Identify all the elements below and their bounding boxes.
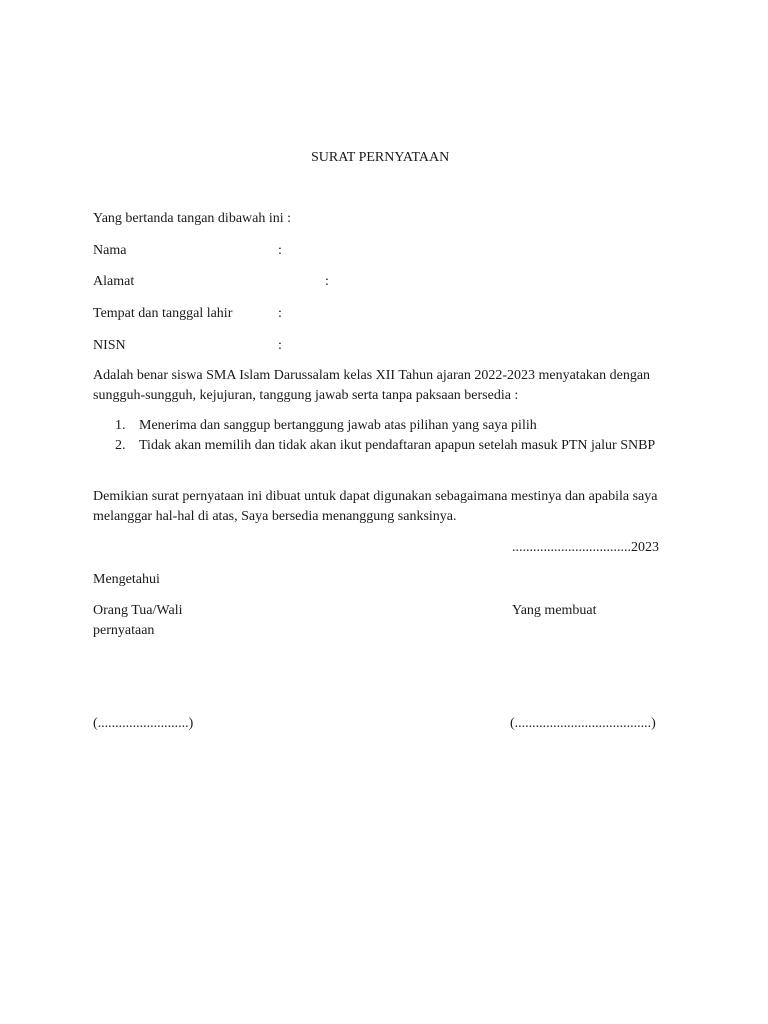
field-nisn-label: NISN [93, 338, 126, 353]
signature-right-placeholder: (.......................................) [510, 716, 656, 731]
signer-left-label: Orang Tua/Wali [93, 603, 183, 618]
signer-right-label-continued: pernyataan [93, 623, 155, 638]
field-alamat-label: Alamat [93, 274, 135, 289]
statement-paragraph: Adalah benar siswa SMA Islam Darussalam kelas XII Tahun ajaran 2022-2023 menyatakan dengan sungguh-sungguh, kejujuran, tanggung jawab serta tanpa paksaan bersedia : [93, 368, 651, 403]
field-nisn-separator: : [278, 338, 282, 353]
acknowledged-label: Mengetahui [93, 572, 160, 587]
field-nama-separator: : [278, 243, 282, 258]
closing-paragraph: Demikian surat pernyataan ini dibuat untuk dapat digunakan sebagaimana mestinya dan apabila saya melanggar hal-hal di atas, Saya bersedia menanggung sanksinya. [93, 489, 658, 524]
field-ttl-label: Tempat dan tanggal lahir [93, 306, 233, 321]
signature-left-placeholder: (..........................) [93, 716, 194, 731]
intro-text: Yang bertanda tangan dibawah ini : [93, 211, 292, 226]
list-item-number: 1. [115, 418, 126, 433]
document-title: SURAT PERNYATAAN [311, 150, 450, 165]
field-alamat-separator: : [325, 274, 329, 289]
list-item-number: 2. [115, 438, 126, 453]
date-line: ..................................2023 [512, 540, 659, 555]
signer-right-label: Yang membuat [512, 603, 597, 618]
field-nama-label: Nama [93, 243, 127, 258]
list-item-text: Menerima dan sanggup bertanggung jawab atas pilihan yang saya pilih [139, 418, 537, 433]
field-ttl-separator: : [278, 306, 282, 321]
list-item-text: Tidak akan memilih dan tidak akan ikut pendaftaran apapun setelah masuk PTN jalur SNBP [139, 438, 656, 453]
